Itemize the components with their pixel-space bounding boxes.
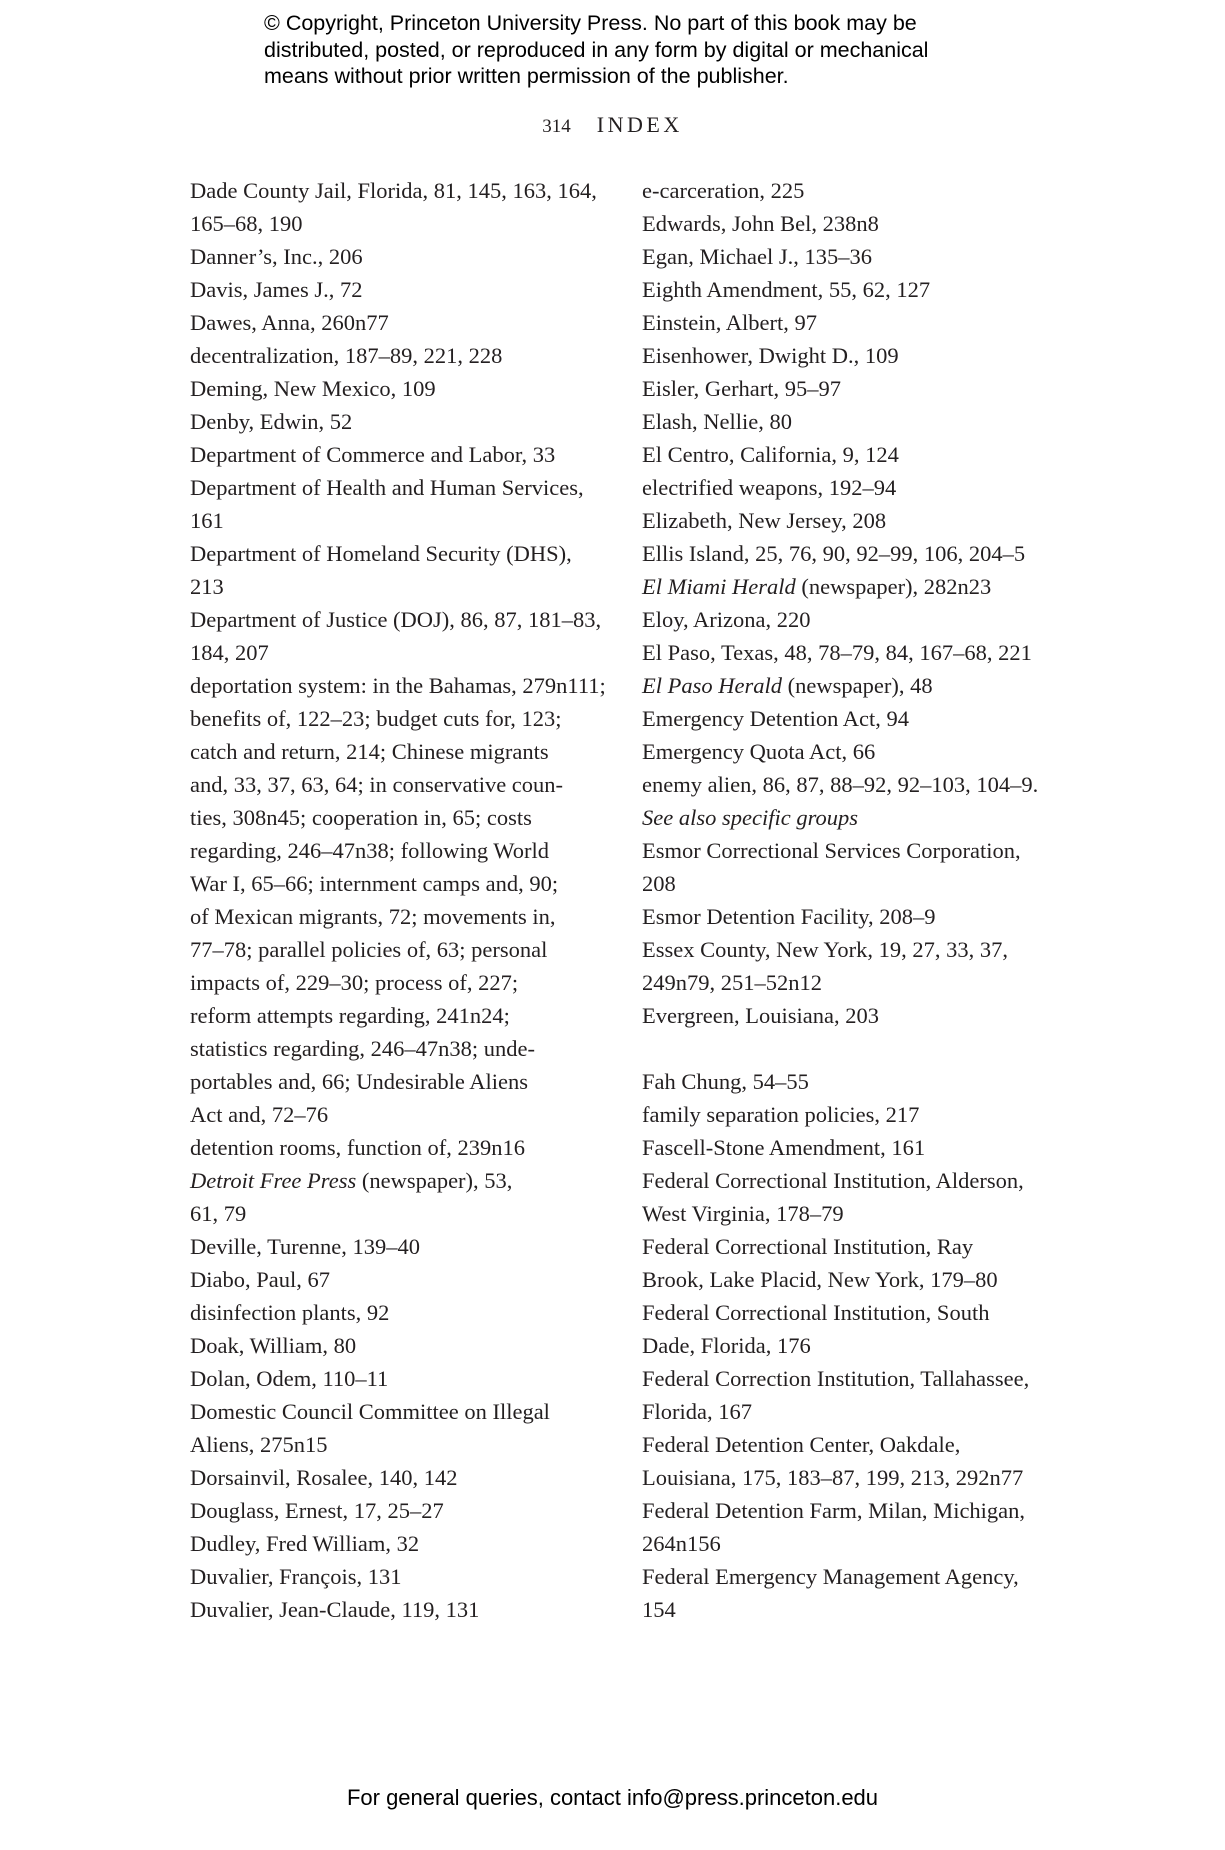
index-entry-line: Danner’s, Inc., 206 (190, 244, 363, 269)
index-entry-line: Department of Commerce and Labor, 33 (190, 442, 556, 467)
index-entry-line: Dudley, Fred William, 32 (190, 1531, 420, 1556)
index-entry (642, 636, 1062, 669)
index-entry (642, 1065, 1062, 1098)
running-head (0, 112, 1225, 138)
index-entry-line: Esmor Correctional Services Corporation, (642, 838, 1021, 863)
index-entry-continuation: 161 (190, 508, 224, 533)
index-entry (190, 1296, 610, 1329)
index-entry-continuation: 61, 79 (190, 1201, 247, 1226)
index-entry-line: Davis, James J., 72 (190, 277, 363, 302)
index-entry (642, 702, 1062, 735)
index-entry (190, 471, 610, 537)
index-entry (190, 273, 610, 306)
index-entry (190, 603, 610, 669)
index-entry-line: Essex County, New York, 19, 27, 33, 37, (642, 937, 1009, 962)
index-entry (190, 372, 610, 405)
index-entry (642, 1131, 1062, 1164)
index-entry-continuation: 264n156 (642, 1531, 721, 1556)
index-entry-line: Emergency Quota Act, 66 (642, 739, 876, 764)
index-entry (190, 339, 610, 372)
index-entry (642, 471, 1062, 504)
index-entry (642, 735, 1062, 768)
index-entry-line: Detroit Free Press (newspaper), 53, (190, 1168, 513, 1193)
index-entry (642, 372, 1062, 405)
letter-section-gap (642, 1032, 1062, 1065)
index-entry-line: Douglass, Ernest, 17, 25–27 (190, 1498, 444, 1523)
index-entry-line: electrified weapons, 192–94 (642, 475, 897, 500)
index-entry-line: Edwards, John Bel, 238n8 (642, 211, 879, 236)
index-entry-line: Eisler, Gerhart, 95–97 (642, 376, 842, 401)
index-entry-line: Dawes, Anna, 260n77 (190, 310, 389, 335)
index-entry (642, 1362, 1062, 1428)
index-entry-continuation: benefits of, 122–23; budget cuts for, 123; (190, 706, 562, 731)
index-entry-continuation: War I, 65–66; internment camps and, 90; (190, 871, 559, 896)
index-entry-line: Duvalier, François, 131 (190, 1564, 402, 1589)
index-entry-line: Doak, William, 80 (190, 1333, 357, 1358)
index-entry (190, 306, 610, 339)
index-entry (190, 438, 610, 471)
index-entry-line: Federal Correctional Institution, South (642, 1300, 990, 1325)
index-entry-continuation: Aliens, 275n15 (190, 1432, 328, 1457)
index-entry-line: Duvalier, Jean-Claude, 119, 131 (190, 1597, 480, 1622)
copyright-line: means without prior written permission of the publisher. (264, 64, 789, 88)
index-entry-continuation: statistics regarding, 246–47n38; unde- (190, 1036, 535, 1061)
index-entry (190, 1329, 610, 1362)
index-entry (642, 1164, 1062, 1230)
index-entry-line: Department of Justice (DOJ), 86, 87, 181–83, (190, 607, 602, 632)
index-entry (642, 669, 1062, 702)
index-column-right (642, 174, 1062, 1626)
copyright-line: distributed, posted, or reproduced in any form by digital or mechanical (264, 37, 929, 62)
index-entry (642, 603, 1062, 636)
index-entry-continuation: of Mexican migrants, 72; movements in, (190, 904, 556, 929)
index-entry (642, 339, 1062, 372)
index-entry-continuation: 213 (190, 574, 224, 599)
index-entry-line: enemy alien, 86, 87, 88–92, 92–103, 104–9. (642, 772, 1039, 797)
index-entry-line: Federal Detention Center, Oakdale, (642, 1432, 961, 1457)
index-entry-continuation: Louisiana, 175, 183–87, 199, 213, 292n77 (642, 1465, 1024, 1490)
italic-title: See also specific groups (642, 805, 859, 830)
index-entry-line: Dade County Jail, Florida, 81, 145, 163, 164, (190, 178, 597, 203)
index-entry-line: Evergreen, Louisiana, 203 (642, 1003, 880, 1028)
index-entry-continuation: 165–68, 190 (190, 211, 303, 236)
index-entry (190, 174, 610, 240)
index-entry-continuation: 208 (642, 871, 676, 896)
index-entry (190, 537, 610, 603)
index-entry-continuation (642, 801, 1062, 834)
index-entry-line: Federal Correction Institution, Tallahassee, (642, 1366, 1030, 1391)
index-entry (190, 1461, 610, 1494)
index-entry (190, 1527, 610, 1560)
index-entry-continuation: Florida, 167 (642, 1399, 752, 1424)
index-entry (642, 405, 1062, 438)
index-entry-line: Dolan, Odem, 110–11 (190, 1366, 389, 1391)
index-entry-continuation: 154 (642, 1597, 676, 1622)
index-entry (642, 1494, 1062, 1560)
copyright-notice (264, 10, 1024, 90)
index-entry (190, 1560, 610, 1593)
index-entry-continuation: Act and, 72–76 (190, 1102, 329, 1127)
index-entry-continuation: reform attempts regarding, 241n24; (190, 1003, 510, 1028)
index-entry (190, 669, 610, 1131)
index-entry (190, 1593, 610, 1626)
index-entry (190, 405, 610, 438)
index-entry-line: disinfection plants, 92 (190, 1300, 390, 1325)
index-entry-line: El Paso Herald (newspaper), 48 (642, 673, 933, 698)
index-entry (190, 1164, 610, 1230)
contact-footer: For general queries, contact info@press.princeton.edu (346, 1785, 879, 1810)
index-entry-line: Dorsainvil, Rosalee, 140, 142 (190, 1465, 458, 1490)
index-entry (642, 1098, 1062, 1131)
index-entry-continuation: catch and return, 214; Chinese migrants (190, 739, 549, 764)
index-entry-continuation: regarding, 246–47n38; following World (190, 838, 549, 863)
index-entry-line: Denby, Edwin, 52 (190, 409, 353, 434)
index-entry-line: Egan, Michael J., 135–36 (642, 244, 872, 269)
index-entry (190, 1230, 610, 1263)
index-entry (642, 1230, 1062, 1296)
index-entry-line: Ellis Island, 25, 76, 90, 92–99, 106, 204–5 (642, 541, 1026, 566)
index-entry-line: deportation system: in the Bahamas, 279n111; (190, 673, 606, 698)
index-entry-line: Esmor Detention Facility, 208–9 (642, 904, 936, 929)
index-entry (642, 768, 1062, 834)
index-entry-continuation: 184, 207 (190, 640, 269, 665)
index-entry-line: detention rooms, function of, 239n16 (190, 1135, 525, 1160)
index-entry (642, 1296, 1062, 1362)
index-entry (642, 504, 1062, 537)
index-entry (642, 900, 1062, 933)
index-entry (190, 1362, 610, 1395)
index-entry-line: Fah Chung, 54–55 (642, 1069, 809, 1094)
index-entry-line: Deming, New Mexico, 109 (190, 376, 436, 401)
index-entry-line: Eisenhower, Dwight D., 109 (642, 343, 899, 368)
index-entry (642, 834, 1062, 900)
index-entry-line: Diabo, Paul, 67 (190, 1267, 330, 1292)
index-entry-line: Fascell-Stone Amendment, 161 (642, 1135, 926, 1160)
index-entry (190, 240, 610, 273)
index-entry-continuation: 249n79, 251–52n12 (642, 970, 822, 995)
index-entry (642, 438, 1062, 471)
index-entry (642, 999, 1062, 1032)
index-entry (642, 240, 1062, 273)
italic-title: El Paso Herald (642, 673, 782, 698)
italic-title: Detroit Free Press (190, 1168, 357, 1193)
index-entry (642, 273, 1062, 306)
index-entry-continuation: Dade, Florida, 176 (642, 1333, 811, 1358)
index-entry-line: Emergency Detention Act, 94 (642, 706, 910, 731)
index-entry-continuation: West Virginia, 178–79 (642, 1201, 844, 1226)
index-column-left (190, 174, 610, 1626)
index-entry-continuation: portables and, 66; Undesirable Aliens (190, 1069, 529, 1094)
index-entry-line: El Paso, Texas, 48, 78–79, 84, 167–68, 221 (642, 640, 1032, 665)
index-entry-line: Department of Health and Human Services, (190, 475, 584, 500)
index-entry (642, 306, 1062, 339)
index-entry-line: El Miami Herald (newspaper), 282n23 (642, 574, 992, 599)
index-entry (642, 537, 1062, 570)
index-entry-line: Federal Emergency Management Agency, (642, 1564, 1019, 1589)
index-entry-line: Elizabeth, New Jersey, 208 (642, 508, 887, 533)
index-entry (642, 933, 1062, 999)
running-head-title: INDEX (596, 112, 683, 137)
index-entry-line: e-carceration, 225 (642, 178, 805, 203)
index-entry-line: Domestic Council Committee on Illegal (190, 1399, 550, 1424)
index-entry (642, 1560, 1062, 1626)
index-entry (642, 1428, 1062, 1494)
index-entry (642, 174, 1062, 207)
index-entry-line: El Centro, California, 9, 124 (642, 442, 899, 467)
index-entry (190, 1131, 610, 1164)
index-entry-line: Federal Detention Farm, Milan, Michigan, (642, 1498, 1026, 1523)
index-entry (642, 207, 1062, 240)
index-entry-line: Federal Correctional Institution, Alderson, (642, 1168, 1024, 1193)
index-entry-continuation: ties, 308n45; cooperation in, 65; costs (190, 805, 532, 830)
index-entry-line: Department of Homeland Security (DHS), (190, 541, 572, 566)
italic-title: El Miami Herald (642, 574, 796, 599)
index-entry (642, 570, 1062, 603)
index-entry-line: family separation policies, 217 (642, 1102, 920, 1127)
index-entry-line: Federal Correctional Institution, Ray (642, 1234, 974, 1259)
index-entry (190, 1494, 610, 1527)
index-entry-line: decentralization, 187–89, 221, 228 (190, 343, 503, 368)
index-entry (190, 1263, 610, 1296)
index-entry-line: Deville, Turenne, 139–40 (190, 1234, 420, 1259)
index-entry-continuation: 77–78; parallel policies of, 63; personal (190, 937, 548, 962)
index-entry-line: Elash, Nellie, 80 (642, 409, 792, 434)
copyright-line: © Copyright, Princeton University Press. No part of this book may be (264, 11, 917, 35)
index-entry-continuation: impacts of, 229–30; process of, 227; (190, 970, 519, 995)
index-entry (190, 1395, 610, 1461)
index-entry-line: Eighth Amendment, 55, 62, 127 (642, 277, 931, 302)
index-entry-line: Eloy, Arizona, 220 (642, 607, 811, 632)
index-entry-continuation: Brook, Lake Placid, New York, 179–80 (642, 1267, 998, 1292)
index-entry-line: Einstein, Albert, 97 (642, 310, 817, 335)
page-number: 314 (542, 116, 571, 137)
index-entry-continuation: and, 33, 37, 63, 64; in conservative coun- (190, 772, 564, 797)
